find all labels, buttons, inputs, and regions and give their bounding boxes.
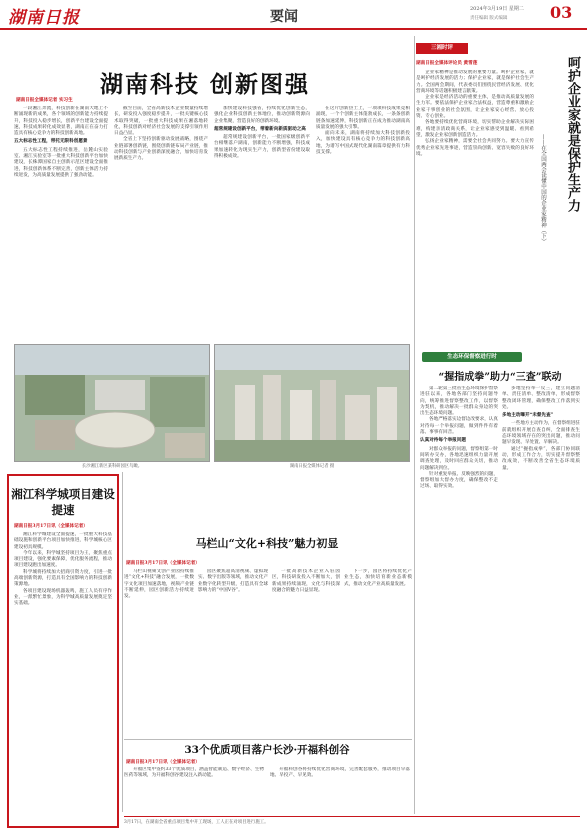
lead-column-4: 在这片创新热土上，一项项科技成果竞相涌现，一个个创新主体蓬勃成长，一条条创新链条加速延伸，科技创新正在成为推动湖南高质量发展的强大引擎。 面向未来，湖南将持续加大科技创新投入，加快建设具有核心竞争力的科技创新高地，为谱写中国式现代化湖南篇章提供有力科技支撑。	[316, 106, 410, 156]
section-title: 要闻	[270, 9, 298, 25]
eco-subhead-1: 认真对待每个举报问题	[420, 438, 466, 444]
aerial-campus-image	[15, 345, 210, 462]
lead-column-1: 一段湘江奔流，科技创新在湖南大地上不断涌现新的成果，各个领域的创新能力持续提升，科技投入稳步增长，创新平台建设全面提速，科技成果转化成效显著，湖南正在奋力打造具有核心竞争力的科技创新高地。 五大标志性工程，带托无限科创愿景 五大标志性工程持续推进，岳麓山实验室、湘江实验室等一批重大科技创新平台加快建设，长株潭国家自主创新示范区建设全面推进，科技创新体系不断完善，创新主体活力持续迸发，为高质量发展提供了强劲动能。	[14, 106, 108, 178]
bottom-headline: 33个优质项目落户长沙·开福科创谷	[184, 744, 350, 756]
commentary-tag: 三湘时评	[416, 43, 468, 54]
newspaper-logo: 湖南日报	[8, 8, 80, 28]
eco-column-2: 多地坚持举一反三，建立问题清单、责任清单、整改清单，形成督察整改闭环管理，确保整改工作落到实处。 多地主动曝开“未督先查” 一些地方主动作为，在督察组进驻前就组织开展自查自纠，全面排查生态环境领域存在的突出问题，推动问题早发现、早处置、早解决。 通过“握指成拳”，各部门协同联动，形成工作合力，切实提升督察整改成效，不断改善全省生态环境质量。	[502, 386, 580, 471]
mid-column-3: 一批高新技术企业入驻园区，科技研发投入不断加大，创新成果持续涌现，文化与科技深度融合的魅力日益显现。	[272, 569, 340, 593]
footer-caption: 3月17日，在湖南全省重点项目集中开工现场，工人正在对项目进行施工。	[124, 816, 580, 825]
featured-article-byline: 湖南日报3月17日讯（全媒体记者）	[14, 524, 88, 529]
commentary-subtitle: ——在全国两会读懂中国的企业家精神（下）	[540, 134, 546, 244]
page-number: 03	[550, 3, 573, 22]
lead-column-3: 加快建设科技强省，持续优化创新生态，强化企业科技创新主体地位，推动创新资源向企业集聚，营造良好的创新环境。 超常规建设创新平台，带着新向新质驱动之高 超常规建设创新平台，一批国家级创新平台相继落户湖南，创新能力不断增强，科技成果加速转化为现实生产力，创新型省份建设取得积极成效。	[214, 106, 310, 160]
issue-date: 2024年3月19日 星期二	[470, 6, 524, 12]
bottom-byline: 湖南日报3月17日讯（全媒体记者）	[126, 760, 200, 765]
eco-banner: 生态环保督察进行时	[422, 352, 522, 362]
section-divider	[124, 739, 412, 740]
bottom-column-2: 开福科创谷将持续优化营商环境，完善配套服务，推动项目早落地、早投产、早见效。	[270, 767, 410, 779]
masthead	[0, 0, 587, 30]
featured-article-title: 湘江科学城项目建设提速	[11, 487, 115, 517]
bottom-column-1: 开福区集中签约33个优质项目，涵盖智能制造、数字经济、生物医药等领域，为开福科创谷建设注入新动能。	[124, 767, 264, 779]
commentary-body: 企业家精神是推动发展的重要力量。呵护企业家，就是呵护经济发展的活力；保护企业家，就是保护社会生产力。全国两会期间，代表委员们围绕民营经济发展、优化营商环境等话题积极建言献策。 企业家是经济活动的重要主体，是推动高质量发展的生力军。要依法保护企业家合法权益，营造尊重和激励企业家干事创业的社会氛围，让企业家安心经营、放心投资、专心创业。 各地要持续优化营商环境，切实帮助企业解决实际困难，构建亲清政商关系，让企业家感受到温暖、看到希望，激发企业家创新创造活力。 弘扬企业家精神，需要全社会共同努力。要大力宣传优秀企业家先进事迹，营造崇尚创新、宽容失败的良好环境。	[416, 70, 534, 157]
lead-headline: 湖南科技 创新图强	[99, 71, 310, 98]
lead-photo-left	[14, 344, 210, 462]
mid-column-1: 马栏山视频文创产业园持续推进“文化+科技”融合发展，一批数字文化项目加速落地，视频产业链不断延伸，园区创新活力持续迸发。	[124, 569, 194, 600]
editor-credits: 责任编辑 版式编辑	[470, 16, 508, 21]
commentary-headline: 呵护企业家就是保护生产力	[565, 56, 580, 212]
mid-byline: 湖南日报3月17日讯（全媒体记者）	[126, 561, 200, 566]
eco-headline: “握指成拳”助力“三查”联动	[438, 372, 562, 383]
lead-subhead-2: 超常规建设创新平台，带着新向新质驱动之高	[214, 126, 306, 132]
city-skyline-image	[215, 345, 410, 462]
commentary-rail	[416, 38, 580, 356]
lead-column-2: 截至目前，全省高新技术企业数量持续增长，研发投入强度稳步提升，一批关键核心技术取得突破，一批重大科技成果在湘落地转化，科技创新对经济社会发展的支撑引领作用日益凸显。 全省上下坚持创新驱动发展战略，围绕产业链部署创新链，围绕创新链布局产业链，推动科技创新与产业创新深度融合，加快培育发展新质生产力。	[114, 106, 208, 162]
mid-headline: 马栏山“文化+科技”魅力初显	[195, 537, 339, 550]
mid-column-2: 园区聚焦超高清视频、虚拟现实、数字出版等领域，推动文化产业数字化转型升级，打造具有全球影响力的“中国V谷”。	[198, 569, 268, 593]
featured-article-body: 湘江科学城建设全面提速，一批重大科技基础设施和创新平台项目加快推进，科学城核心区建设初具规模。 今年以来，科学城坚持项目为王，聚焦重点项目建设，强化要素保障，优化服务流程，推动项目建设跑出加速度。 科学城将持续加大招商引资力度，引进一批高端创新资源，打造具有全国影响力的科技创新策源地。 各项目建设现场机器轰鸣，施工人员有序作业，一派繁忙景象，为科学城高质量发展奠定坚实基础。	[14, 532, 112, 607]
photo-caption-left: 长沙湘江新区某科研园区鸟瞰。	[81, 464, 143, 469]
photo-caption-right: 湖南日报全媒体记者 摄	[289, 464, 335, 469]
eco-subhead-2: 多地主动曝开“未督先查”	[502, 413, 554, 419]
column-divider	[122, 472, 123, 812]
lead-byline: 湖南日报全媒体记者 实习生	[16, 98, 73, 103]
lead-subhead-1: 五大标志性工程，带托无限科创愿景	[14, 139, 88, 145]
commentary-byline: 湖南日报全媒体评论员 黄雪莲	[416, 61, 478, 66]
column-divider	[414, 36, 415, 814]
eco-column-1: 第二轮第三批省生态环境保护督察进驻以来，各地各部门坚持问题导向，统筹推进督察整改工作，以督察为契机，推动解决一批群众身边的突出生态环境问题。 各地严格落实边督边改要求，认真对待每一个举报问题，做到件件有着落、事事有回音。 认真对待每个举报问题 对群众举报的问题，督察组第一时间转办交办，各地迅速组织力量开展调查处理，及时回应群众关切，推动问题解决到位。 针对重复举报、反映强烈的问题，督察组加大督办力度，确保整改不走过场、取得实效。	[420, 386, 498, 490]
featured-article-box	[7, 474, 119, 828]
lead-photo-right	[214, 344, 410, 462]
mid-column-4: 下一步，园区将持续优化产业生态，加快培育新业态新模式，推动文化产业高质量发展。	[344, 569, 412, 587]
